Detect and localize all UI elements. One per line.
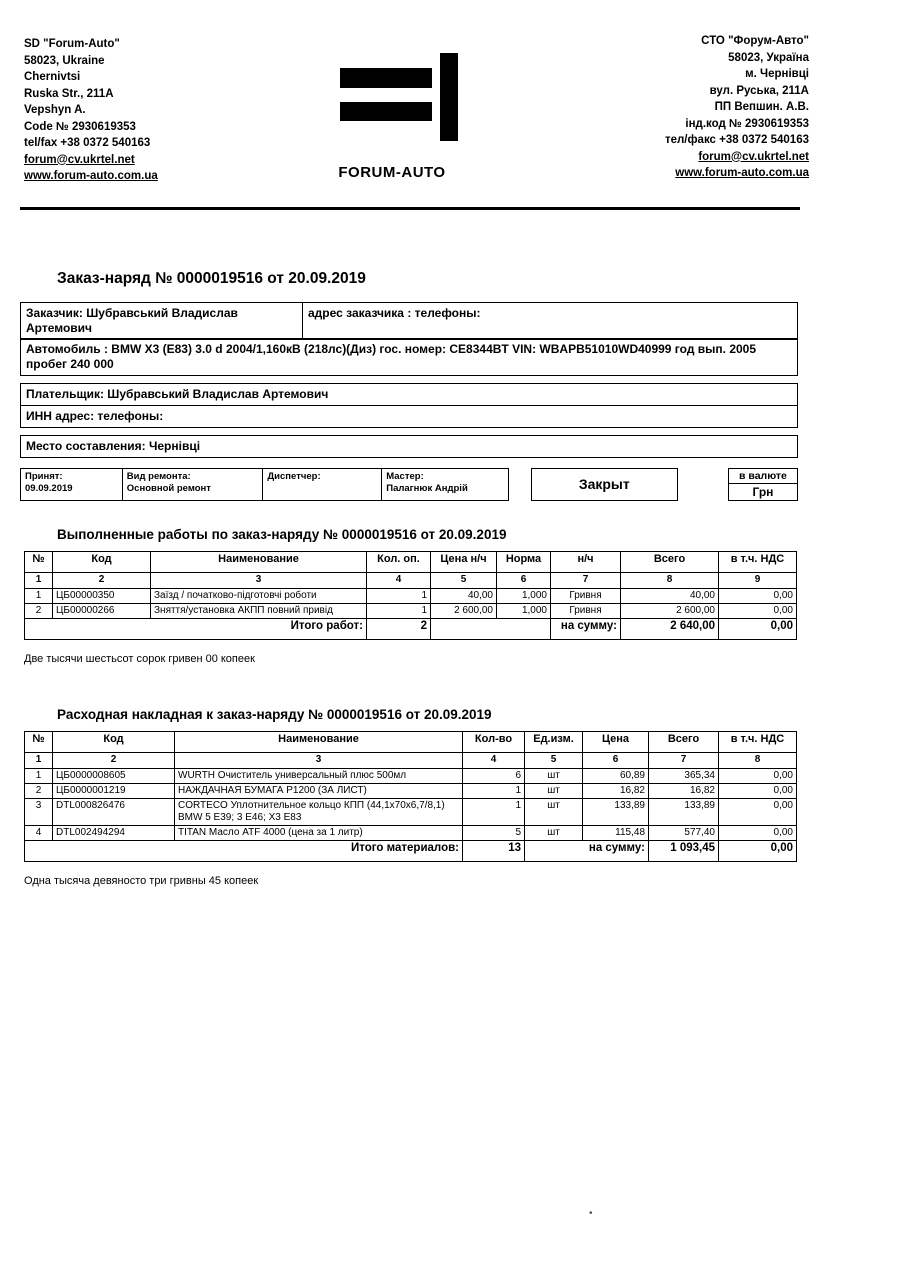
table-row	[25, 798, 797, 825]
works-row-2-total: 2 600,00	[621, 603, 719, 618]
materials-total-row	[25, 840, 797, 861]
accepted-value: 09.09.2019	[25, 482, 73, 494]
works-num-6: 6	[497, 572, 551, 588]
email-link-right[interactable]: forum@cv.ukrtel.net	[698, 150, 809, 163]
works-sum-label: на сумму:	[551, 618, 621, 639]
works-row-1-vat: 0,00	[719, 588, 797, 603]
materials-row-4-qty: 5	[463, 825, 525, 840]
materials-num-1: 1	[25, 752, 53, 768]
address-left-line-4: Ruska Str., 211A	[24, 87, 114, 100]
materials-row-4-price: 115,48	[583, 825, 649, 840]
materials-col-qty: Кол-во	[463, 731, 525, 752]
works-row-1-price: 40,00	[431, 588, 497, 603]
materials-row-1-n: 1	[25, 768, 53, 783]
address-right-line-5: ПП Вепшин. А.В.	[714, 101, 809, 113]
materials-row-2-qty: 1	[463, 783, 525, 798]
materials-row-3-code: DTL000826476	[53, 798, 175, 825]
materials-row-4-unit: шт	[525, 825, 583, 840]
customer-address-field: адрес заказчика : телефоны:	[303, 302, 798, 340]
materials-row-4-vat: 0,00	[719, 825, 797, 840]
works-total-sum: 2 640,00	[621, 618, 719, 639]
materials-row-2-price: 16,82	[583, 783, 649, 798]
materials-amount-in-words: Одна тысяча девяносто три гривны 45 копеек	[24, 874, 259, 887]
works-col-qty: Кол. оп.	[367, 551, 431, 572]
vehicle-field: Автомобиль : BMW X3 (E83) 3.0 d 2004/1,160кВ (218лс)(Диз) гос. номер: CE8344BT VIN: WBAPB51010WD40999 год вып. 2005 пробег 240 000	[20, 338, 798, 376]
materials-row-3-total: 133,89	[649, 798, 719, 825]
works-num-4: 4	[367, 572, 431, 588]
address-right-line-6: інд.код № 2930619353	[685, 117, 809, 130]
works-amount-in-words: Две тысячи шестьсот сорок гривен 00 копеек	[24, 652, 255, 665]
company-address-right	[665, 33, 809, 182]
materials-row-3-unit: шт	[525, 798, 583, 825]
email-link-left[interactable]: forum@cv.ukrtel.net	[24, 153, 135, 166]
materials-row-3-n: 3	[25, 798, 53, 825]
letterhead	[0, 0, 919, 210]
address-left-line-7: tel/fax +38 0372 540163	[24, 137, 151, 149]
materials-row-4-n: 4	[25, 825, 53, 840]
materials-total-label: Итого материалов:	[25, 840, 463, 861]
table-row	[25, 768, 797, 783]
works-row-1-norm: 1,000	[497, 588, 551, 603]
works-col-price: Цена н/ч	[431, 551, 497, 572]
works-section-title: Выполненные работы по заказ-наряду № 0000019516 от 20.09.2019	[57, 526, 507, 542]
accepted-label: Принят:	[25, 470, 63, 482]
materials-col-n: №	[25, 731, 53, 752]
materials-row-1-name: WURTH Очиститель универсальный плюс 500мл	[175, 768, 463, 783]
materials-row-2-vat: 0,00	[719, 783, 797, 798]
materials-row-1-qty: 6	[463, 768, 525, 783]
currency-field	[728, 468, 798, 501]
works-row-1-code: ЦБ00000350	[53, 588, 151, 603]
page-title: Заказ-наряд № 0000019516 от 20.09.2019	[57, 270, 366, 287]
materials-col-name: Наименование	[175, 731, 463, 752]
repair-type-label: Вид ремонта:	[126, 470, 191, 482]
website-link-right[interactable]: www.forum-auto.com.ua	[675, 167, 809, 179]
works-col-total: Всего	[621, 551, 719, 572]
works-col-name: Наименование	[151, 551, 367, 572]
works-num-9: 9	[719, 572, 797, 588]
address-left-line-3: Chernivtsi	[24, 71, 81, 83]
master-value: Палагнюк Андрій	[386, 482, 468, 494]
works-num-3: 3	[151, 572, 367, 588]
materials-col-price: Цена	[583, 731, 649, 752]
address-right-line-4: вул. Руська, 211А	[709, 84, 809, 97]
materials-row-2-n: 2	[25, 783, 53, 798]
works-total-qty: 2	[367, 618, 431, 639]
works-row-2-qty: 1	[367, 603, 431, 618]
materials-row-1-unit: шт	[525, 768, 583, 783]
materials-col-vat: в т.ч. НДС	[719, 731, 797, 752]
master-label: Мастер:	[386, 470, 424, 482]
works-row-1-unit: Гривня	[551, 588, 621, 603]
materials-row-3-price: 133,89	[583, 798, 649, 825]
materials-col-total: Всего	[649, 731, 719, 752]
materials-num-8: 8	[719, 752, 797, 768]
table-row	[25, 825, 797, 840]
materials-row-3-vat: 0,00	[719, 798, 797, 825]
order-status-strip	[20, 468, 798, 501]
website-link-left[interactable]: www.forum-auto.com.ua	[24, 170, 158, 182]
works-col-n: №	[25, 551, 53, 572]
scan-artifact: •	[589, 1208, 593, 1219]
materials-row-3-name: CORTECO Уплотнительное кольцо КПП (44,1х70х6,7/8,1) BMW 5 E39; 3 E46; X3 E83	[175, 798, 463, 825]
materials-num-6: 6	[583, 752, 649, 768]
materials-num-5: 5	[525, 752, 583, 768]
materials-section-title: Расходная накладная к заказ-наряду № 0000019516 от 20.09.2019	[57, 706, 492, 722]
materials-col-unit: Ед.изм.	[525, 731, 583, 752]
materials-col-code: Код	[53, 731, 175, 752]
materials-num-4: 4	[463, 752, 525, 768]
works-col-code: Код	[53, 551, 151, 572]
materials-header-row	[25, 731, 797, 752]
works-row-1-qty: 1	[367, 588, 431, 603]
materials-row-1-code: ЦБ0000008605	[53, 768, 175, 783]
materials-row-1-price: 60,89	[583, 768, 649, 783]
works-row-2-n: 2	[25, 603, 53, 618]
document-body	[0, 210, 919, 887]
address-right-line-7: тел/факс +38 0372 540163	[664, 134, 809, 146]
works-table	[24, 551, 797, 640]
dispatcher-field	[263, 468, 382, 501]
materials-row-2-name: НАЖДАЧНАЯ БУМАГА Р1200 (ЗА ЛИСТ)	[175, 783, 463, 798]
works-total-label: Итого работ:	[25, 618, 367, 639]
works-row-2-code: ЦБ00000266	[53, 603, 151, 618]
materials-total-vat: 0,00	[719, 840, 797, 861]
currency-value: Грн	[728, 484, 798, 501]
place-field: Место составления: Чернівці	[20, 435, 798, 458]
address-left-line-2: 58023, Ukraine	[24, 54, 105, 67]
address-right-line-1: СТО "Форум-Авто"	[701, 35, 809, 47]
customer-field: Заказчик: Шубравський Владислав Артемович	[20, 302, 303, 340]
materials-row-1-total: 365,34	[649, 768, 719, 783]
accepted-field	[20, 468, 123, 501]
table-row	[25, 783, 797, 798]
materials-row-2-unit: шт	[525, 783, 583, 798]
works-row-2-norm: 1,000	[497, 603, 551, 618]
address-left-line-6: Code № 2930619353	[24, 120, 136, 133]
master-field	[382, 468, 508, 501]
materials-table	[24, 731, 797, 862]
table-row	[25, 603, 797, 618]
materials-sum-label: на сумму:	[525, 840, 649, 861]
table-row	[25, 588, 797, 603]
materials-row-4-name: TITAN Масло ATF 4000 (цена за 1 литр)	[175, 825, 463, 840]
works-total-spacer	[431, 618, 551, 639]
materials-colnum-row	[25, 752, 797, 768]
materials-num-2: 2	[53, 752, 175, 768]
address-right-line-3: м. Чернівці	[745, 68, 809, 80]
address-left-line-1: SD "Forum-Auto"	[24, 38, 120, 50]
works-total-vat: 0,00	[719, 618, 797, 639]
materials-row-1-vat: 0,00	[719, 768, 797, 783]
forum-auto-logo-icon	[318, 33, 466, 161]
status-badge: Закрыт	[531, 468, 678, 501]
inn-field: ИНН адрес: телефоны:	[20, 405, 798, 428]
company-address-left	[24, 36, 158, 185]
works-num-2: 2	[53, 572, 151, 588]
materials-total-sum: 1 093,45	[649, 840, 719, 861]
materials-row-2-code: ЦБ0000001219	[53, 783, 175, 798]
materials-row-4-code: DTL002494294	[53, 825, 175, 840]
materials-num-3: 3	[175, 752, 463, 768]
materials-num-7: 7	[649, 752, 719, 768]
materials-row-2-total: 16,82	[649, 783, 719, 798]
works-row-1-n: 1	[25, 588, 53, 603]
works-col-vat: в т.ч. НДС	[719, 551, 797, 572]
materials-row-4-total: 577,40	[649, 825, 719, 840]
works-row-1-total: 40,00	[621, 588, 719, 603]
works-num-5: 5	[431, 572, 497, 588]
repair-type-field	[123, 468, 264, 501]
materials-total-qty: 13	[463, 840, 525, 861]
works-num-7: 7	[551, 572, 621, 588]
dispatcher-label: Диспетчер:	[267, 470, 321, 482]
works-col-unit: н/ч	[551, 551, 621, 572]
works-header-row	[25, 551, 797, 572]
works-row-2-vat: 0,00	[719, 603, 797, 618]
works-row-2-price: 2 600,00	[431, 603, 497, 618]
works-row-2-name: Зняття/установка АКПП повний привід	[151, 603, 367, 618]
works-colnum-row	[25, 572, 797, 588]
address-left-line-5: Vepshyn A.	[24, 104, 86, 116]
materials-row-3-qty: 1	[463, 798, 525, 825]
company-logo	[318, 33, 466, 181]
works-num-1: 1	[25, 572, 53, 588]
payer-field: Плательщик: Шубравський Владислав Артемович	[20, 383, 798, 406]
works-total-row	[25, 618, 797, 639]
works-col-norm: Норма	[497, 551, 551, 572]
currency-label: в валюте	[728, 468, 798, 484]
logo-wordmark: FORUM-AUTO	[338, 164, 446, 181]
order-header-block	[20, 302, 798, 501]
works-row-1-name: Заїзд / початково-підготовчі роботи	[151, 588, 367, 603]
address-right-line-2: 58023, Україна	[728, 51, 809, 64]
works-num-8: 8	[621, 572, 719, 588]
works-row-2-unit: Гривня	[551, 603, 621, 618]
repair-type-value: Основной ремонт	[126, 482, 211, 494]
